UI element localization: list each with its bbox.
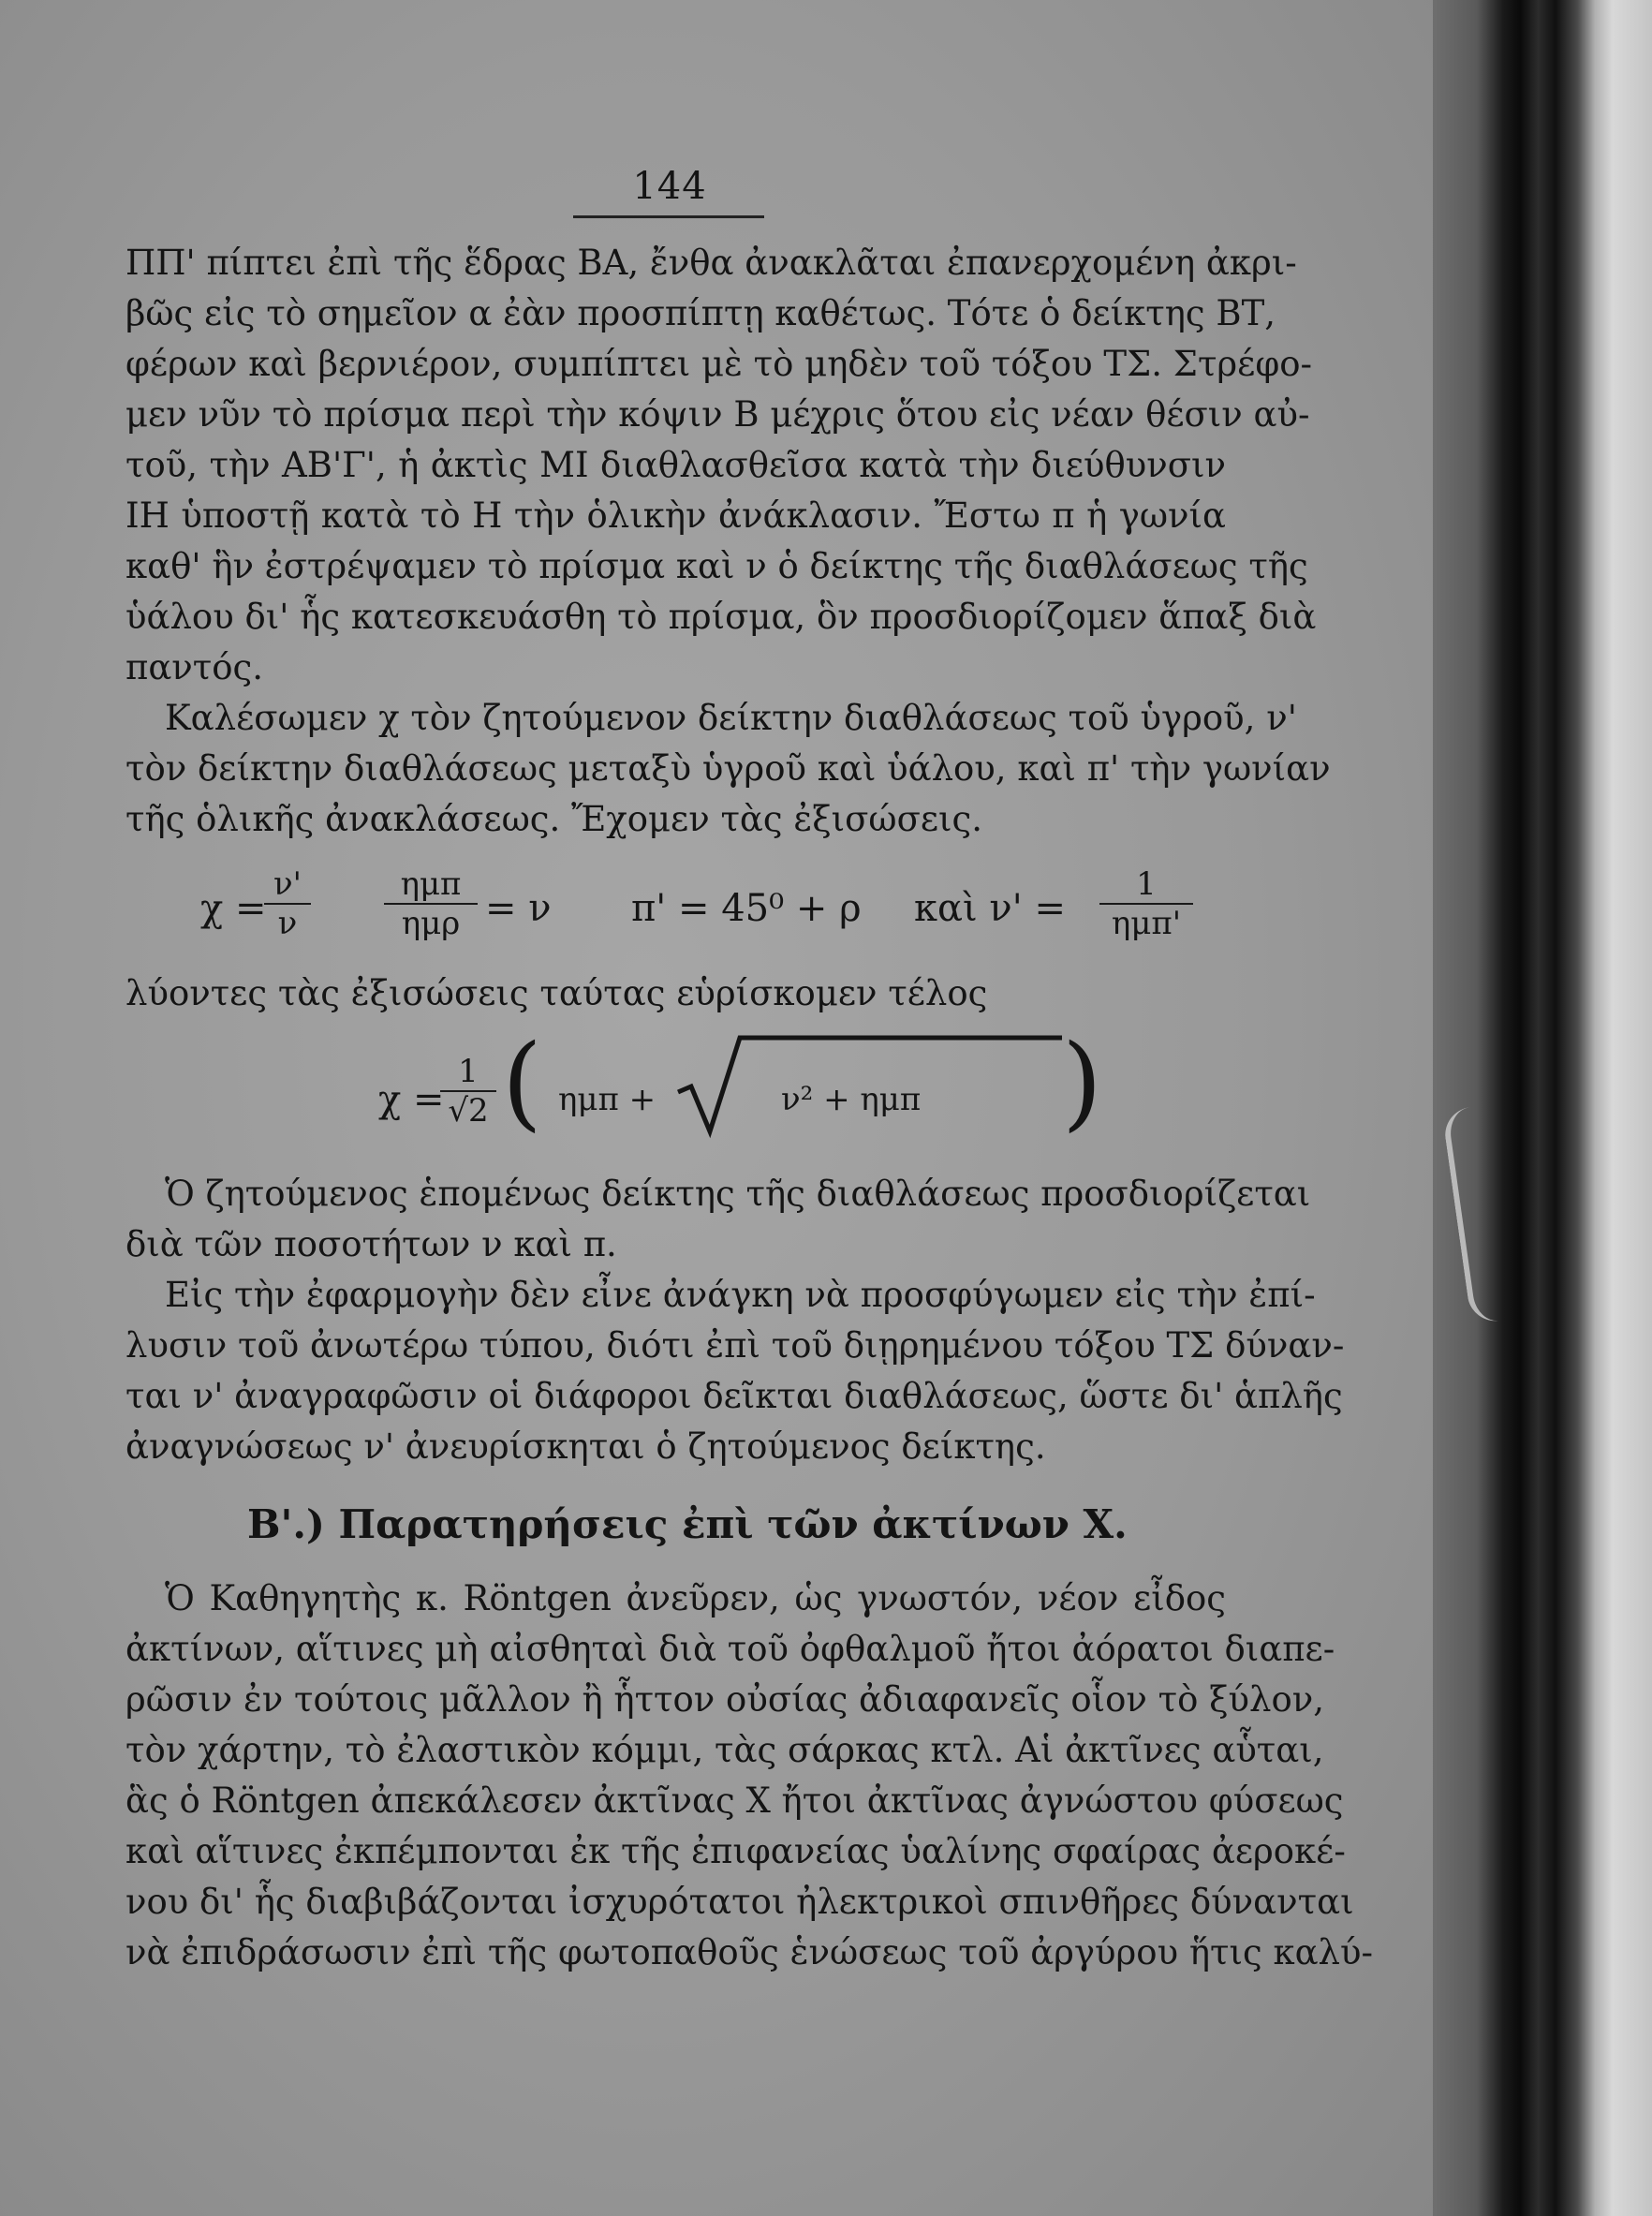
text-line: λύοντες τὰς ἐξισώσεις ταύτας εὑρίσκομεν τέλος (125, 973, 988, 1013)
fraction-denominator: ημρ (401, 905, 461, 942)
section-heading: Β'.) Παρατηρήσεις ἐπὶ τῶν ἀκτίνων Χ. (247, 1501, 1128, 1547)
fraction-numerator: 1 (1099, 865, 1193, 905)
equations-row (125, 852, 1226, 965)
fraction-denominator: ημπ' (1111, 905, 1182, 942)
text-line: τοῦ, τὴν ΑΒ'Γ', ἡ ἀκτὶς ΜΙ διαθλασθεῖσα κατὰ τὴν διεύθυνσιν (125, 445, 1226, 485)
text-line: καὶ αἵτινες ἐκπέμπονται ἐκ τῆς ἐπιφανείας ὑαλίνης σφαίρας ἀεροκέ- (125, 1831, 1346, 1871)
text-line: Ὁ Καθηγητὴς κ. Röntgen ἀνεῦρεν, ὡς γνωστόν, νέον εἶδος (165, 1578, 1226, 1618)
fraction-numerator: 1 (440, 1053, 496, 1092)
eq-radicand: ν² + ημπ (781, 1081, 922, 1118)
page-number-rule (573, 215, 764, 218)
fraction-n-prime-over-n (264, 865, 311, 942)
text-line: ἃς ὁ Röntgen ἀπεκάλεσεν ἀκτῖνας Χ ἤτοι ἀκτῖνας ἀγνώστου φύσεως (125, 1780, 1344, 1821)
fraction-denominator: √2 (448, 1092, 489, 1130)
text-line: τῆς ὁλικῆς ἀνακλάσεως. Ἔχομεν τὰς ἐξισώσεις. (125, 799, 982, 839)
fraction-one-over-root-two (440, 1053, 496, 1130)
text-line: Καλέσωμεν χ τὸν ζητούμενον δείκτην διαθλάσεως τοῦ ὑγροῦ, ν' (165, 698, 1297, 738)
text-line: βῶς εἰς τὸ σημεῖον α ἐὰν προσπίπτῃ καθέτως. Τότε ὁ δείκτης ΒΤ, (125, 293, 1276, 333)
text-line: ἀκτίνων, αἵτινες μὴ αἰσθηταὶ διὰ τοῦ ὀφθαλμοῦ ἤτοι ἀόρατοι διαπε- (125, 1629, 1335, 1669)
fraction-numerator: ν' (264, 865, 311, 905)
eq-term-sin-pi: ημπ + (558, 1081, 656, 1118)
paragraph-2 (125, 693, 1331, 845)
text-line: ΠΠ' πίπτει ἐπὶ τῆς ἕδρας ΒΑ, ἔνθα ἀνακλᾶται ἐπανερχομένη ἀκρι- (125, 243, 1297, 283)
text-line: Εἰς τὴν ἐφαρμογὴν δὲν εἶνε ἀνάγκη νὰ προσφύγωμεν εἰς τὴν ἐπί- (165, 1275, 1316, 1315)
page-number: 144 (632, 165, 707, 208)
text-line: τὸν χάρτην, τὸ ἐλαστικὸν κόμμι, τὰς σάρκας κτλ. Αἱ ἀκτῖνες αὗται, (125, 1730, 1324, 1770)
paragraph-1 (125, 238, 1317, 693)
eq-chi: χ = (378, 1078, 445, 1121)
text-line: νου δι' ἧς διαβιβάζονται ἰσχυρότατοι ἠλεκτρικοὶ σπινθῆρες δύνανται (125, 1882, 1354, 1922)
text-line: τὸν δείκτην διαθλάσεως μεταξὺ ὑγροῦ καὶ ὑάλου, καὶ π' τὴν γωνίαν (125, 748, 1331, 789)
fraction-numerator: ημπ (384, 865, 478, 905)
text-line: φέρων καὶ βερνιέρον, συμπίπτει μὲ τὸ μηδὲν τοῦ τόξου ΤΣ. Στρέφο- (125, 344, 1313, 384)
body-text (125, 238, 1373, 1978)
eq-chi: χ = (200, 887, 267, 930)
text-line: λυσιν τοῦ ἀνωτέρω τύπου, διότι ἐπὶ τοῦ διῃρημένου τόξου ΤΣ δύναν- (125, 1325, 1345, 1366)
right-paren: ) (1062, 1022, 1102, 1142)
eq-pi-prime: π' = 45⁰ + ρ (631, 887, 862, 930)
text-line: ται ν' ἀναγραφῶσιν οἱ διάφοροι δεῖκται διαθλάσεως, ὥστε δι' ἁπλῆς (125, 1376, 1343, 1416)
paragraph-6 (125, 1573, 1373, 1978)
fraction-denominator: ν (277, 905, 298, 942)
left-paren: ( (502, 1022, 542, 1142)
text-line: ΙΗ ὑποστῇ κατὰ τὸ Η τὴν ὁλικὴν ἀνάκλασιν. Ἔστω π ἡ γωνία (125, 495, 1226, 536)
text-line: διὰ τῶν ποσοτήτων ν καὶ π. (125, 1224, 617, 1264)
result-equation (125, 1022, 1226, 1156)
text-line: ὑάλου δι' ἧς κατεσκευάσθη τὸ πρίσμα, ὃν προσδιορίζομεν ἅπαξ διὰ (125, 597, 1317, 637)
text-line: Ὁ ζητούμενος ἑπομένως δείκτης τῆς διαθλάσεως προσδιορίζεται (165, 1174, 1311, 1214)
eq-kai-v-prime: καὶ ν' = (914, 887, 1066, 930)
text-line: παντός. (125, 647, 264, 687)
fraction-one-over-sin (1099, 865, 1193, 942)
paragraph-4 (125, 1169, 1311, 1270)
text-line: καθ' ἣν ἐστρέψαμεν τὸ πρίσμα καὶ ν ὁ δείκτης τῆς διαθλάσεως τῆς (125, 546, 1308, 586)
text-line: νὰ ἐπιδράσωσιν ἐπὶ τῆς φωτοπαθοῦς ἑνώσεως τοῦ ἀργύρου ἥτις καλύ- (125, 1932, 1373, 1972)
text-line: ρῶσιν ἐν τούτοις μᾶλλον ἢ ἧττον οὐσίας ἀδιαφανεῖς οἷον τὸ ξύλον, (125, 1679, 1325, 1720)
fraction-sin-ratio (384, 865, 478, 942)
text-line: ἀναγνώσεως ν' ἀνευρίσκηται ὁ ζητούμενος δείκτης. (125, 1426, 1046, 1467)
paragraph-5 (125, 1270, 1345, 1472)
eq-equals-v: = ν (485, 887, 552, 930)
text-line: μεν νῦν τὸ πρίσμα περὶ τὴν κόψιν Β μέχρις ὅτου εἰς νέαν θέσιν αὐ- (125, 394, 1310, 435)
